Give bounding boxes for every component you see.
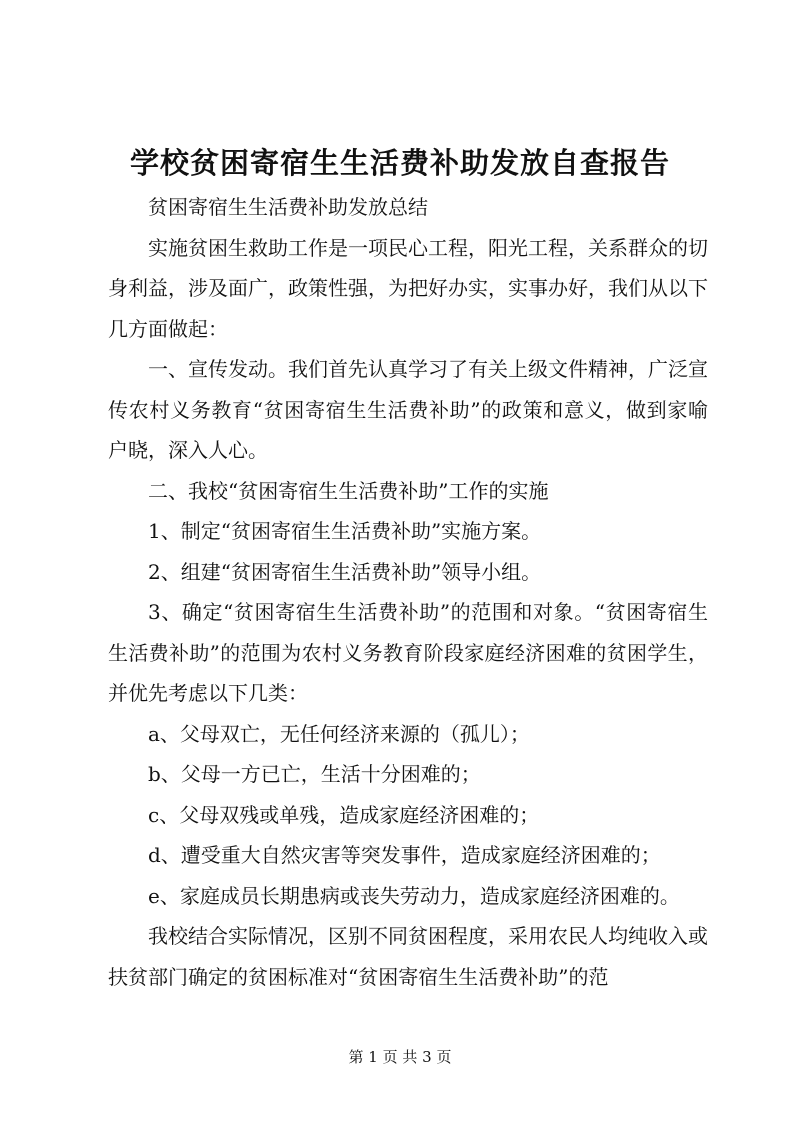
list-item: d、遭受重大自然灾害等突发事件，造成家庭经济困难的； [148,843,661,867]
paragraph: 我校结合实际情况，区别不同贫困程度，采用农民人均纯收入或扶贫部门确定的贫困标准对“贫困寄宿生生活费补助”的范 [108,924,708,989]
paragraph: 实施贫困生救助工作是一项民心工程，阳光工程，关系群众的切身利益，涉及面广，政策性强，为把好办实，实事办好，我们从以下几方面做起： [108,235,708,341]
paragraph: 二、我校“贫困寄宿生生活费补助”工作的实施 [148,478,549,503]
list-item: a、父母双亡，无任何经济来源的（孤儿）； [148,721,530,746]
paragraph: 2、组建“贫困寄宿生生活费补助”领导小组。 [148,559,542,584]
list-item: b、父母一方已亡，生活十分困难的； [148,762,481,786]
paragraph: 1、制定“贫困寄宿生生活费补助”实施方案。 [148,519,542,543]
page-number-footer: 第 1 页 共 3 页 [348,1048,452,1066]
document-body [108,187,708,997]
paragraph: 3、确定“贫困寄宿生生活费补助”的范围和对象。“贫困寄宿生生活费补助”的范围为农村义务教育阶段家庭经济困难的贫困学生，并优先考虑以下几类： [108,600,708,705]
paragraph: 一、宣传发动。我们首先认真学习了有关上级文件精神，广泛宣传农村义务教育“贫困寄宿生生活费补助”的政策和意义，做到家喻户晓，深入人心。 [108,357,708,462]
document-title: 学校贫困寄宿生生活费补助发放自查报告 [129,146,670,180]
list-item: e、家庭成员长期患病或丧失劳动力，造成家庭经济困难的。 [148,883,680,908]
list-item: c、父母双残或单残，造成家庭经济困难的； [148,802,540,827]
paragraph: 贫困寄宿生生活费补助发放总结 [148,195,428,219]
